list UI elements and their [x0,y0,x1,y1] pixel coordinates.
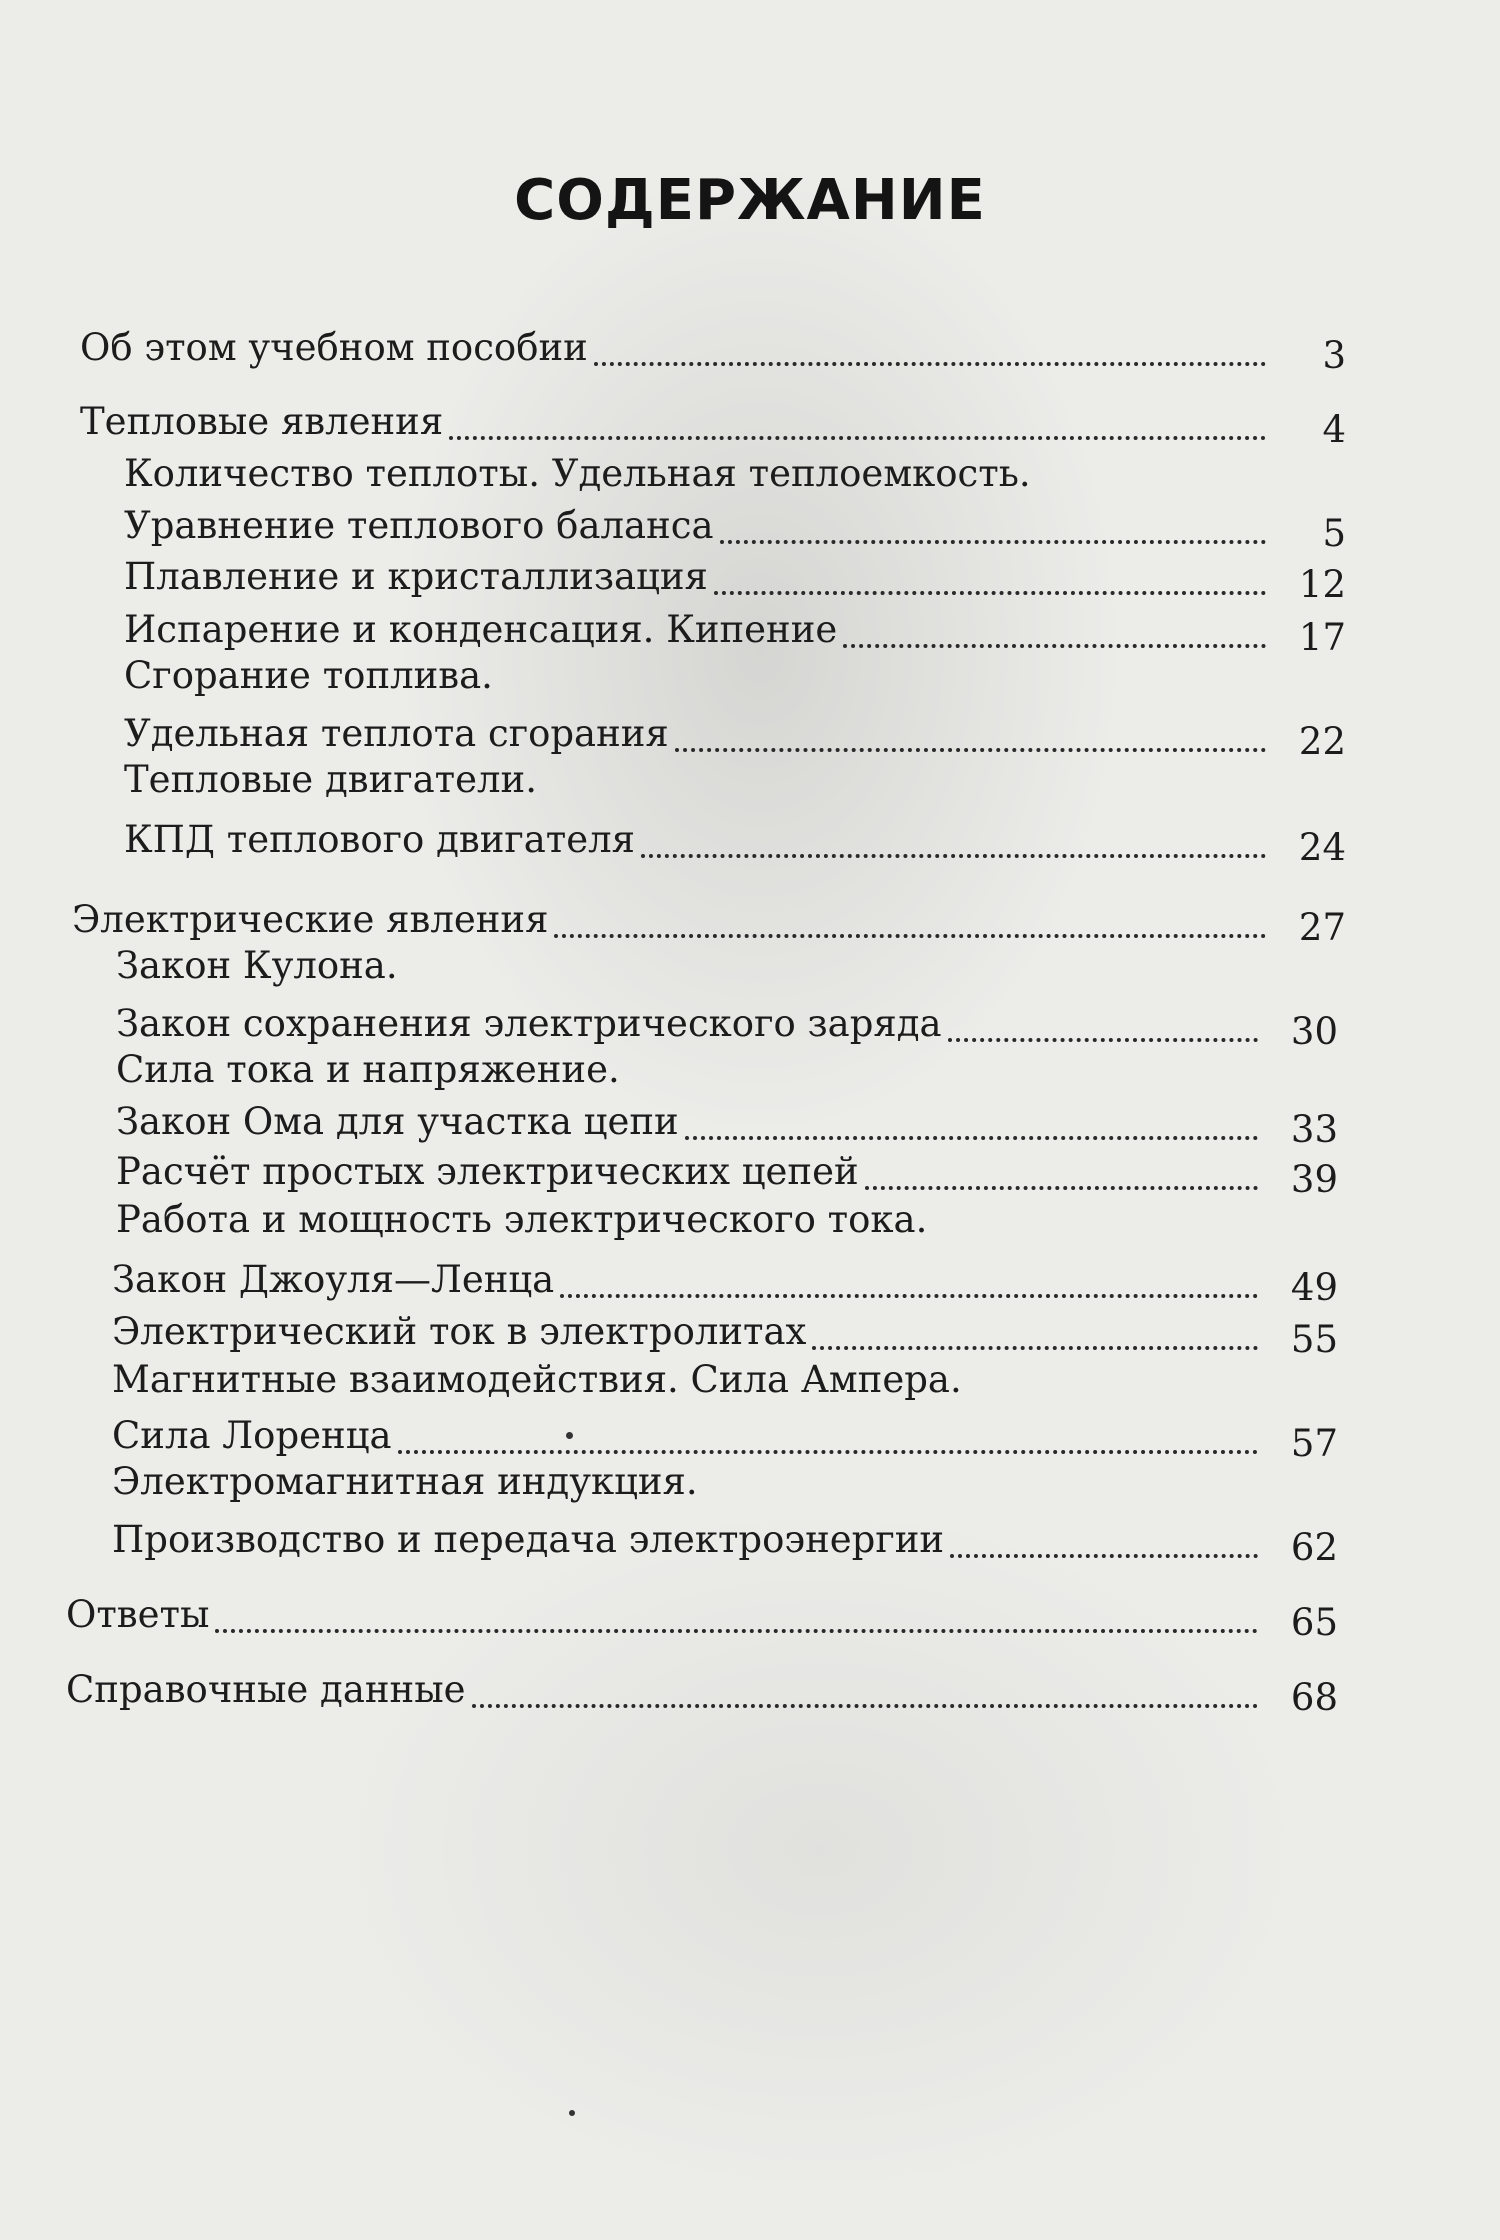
toc-entry-page: 55 [1290,1318,1338,1361]
dot-leader [594,362,1266,366]
toc-entry-text: Количество теплоты. Удельная теплоемкость. [124,452,1031,495]
print-speck [566,1432,573,1439]
toc-entry [116,1098,1338,1152]
toc-entry-page: 24 [1298,826,1346,869]
toc-entry [124,652,1346,706]
dot-leader [843,644,1266,648]
toc-entry-page: 17 [1298,616,1346,659]
toc-entry-text: Сгорание топлива. [124,654,493,697]
toc-entry-text: Расчёт простых электрических цепей [116,1150,859,1193]
toc-entry-text: Испарение и конденсация. Кипение [124,608,838,651]
toc-entry [80,324,1346,378]
toc-entry-page: 22 [1298,720,1346,763]
toc-entry-text: Работа и мощность электрического тока. [116,1198,928,1241]
toc-entry-text: Закон Джоуля—Ленца [112,1258,555,1301]
dot-leader [675,748,1266,752]
toc-entry-page: 57 [1290,1422,1338,1465]
toc-entry-text: Уравнение теплового баланса [124,504,714,547]
dot-leader [950,1554,1258,1558]
toc-entry [112,1256,1338,1310]
dot-leader [398,1450,1258,1454]
toc-entry-text: Об этом учебном пособии [80,326,588,369]
dot-leader [560,1294,1258,1298]
toc-entry [112,1308,1338,1362]
toc-entry-page: 33 [1290,1108,1338,1151]
toc-entry [124,450,1346,504]
toc-entry-text: Закон сохранения электрического заряда [116,1002,942,1045]
toc-entry [124,756,1346,810]
toc-entry [116,1148,1338,1202]
toc-entry-text: Сила Лоренца [112,1414,392,1457]
toc-entry-page: 27 [1298,906,1346,949]
dot-leader [865,1186,1258,1190]
toc-entry-text: Удельная теплота сгорания [124,712,669,755]
toc-entry [124,816,1346,870]
toc-entry-text: Электромагнитная индукция. [112,1460,698,1503]
toc-entry-text: Электрические явления [72,898,549,941]
toc-entry [116,942,1346,996]
toc-entry [112,1516,1338,1570]
toc-entry [124,502,1346,556]
toc-entry-page: 39 [1290,1158,1338,1201]
dot-leader [641,854,1266,858]
toc-entry [66,1591,1338,1645]
toc-entry-page: 5 [1322,512,1346,555]
dot-leader [812,1346,1258,1350]
toc-entry-text: Закон Ома для участка цепи [116,1100,679,1143]
dot-leader [554,934,1266,938]
toc-entry-text: Тепловые двигатели. [124,758,537,801]
toc-entry-text: Плавление и кристаллизация [124,555,708,598]
dot-leader [215,1629,1258,1633]
dot-leader [472,1704,1258,1708]
toc-entry-text: Справочные данные [66,1668,466,1711]
toc-entry [116,1196,1346,1250]
dot-leader [449,436,1266,440]
toc-entry-text: Электрический ток в электролитах [112,1310,807,1353]
toc-entry-text: Сила тока и напряжение. [116,1048,620,1091]
toc-entry-text: Тепловые явления [80,400,444,443]
toc-entry [80,398,1346,452]
print-speck [569,2110,575,2116]
toc-entry-page: 68 [1290,1676,1338,1719]
toc-entry-text: КПД теплового двигателя [124,818,636,861]
toc-entry-text: Магнитные взаимодействия. Сила Ампера. [112,1358,962,1401]
toc-entry [116,1046,1346,1100]
dot-leader [948,1038,1258,1042]
toc-entry-page: 4 [1322,408,1346,451]
toc-entry-page: 12 [1298,563,1346,606]
dot-leader [714,591,1266,595]
page-title: СОДЕРЖАНИЕ [514,168,986,233]
toc-entry-page: 3 [1322,334,1346,377]
toc-entry-page: 65 [1290,1601,1338,1644]
toc-entry [124,553,1346,607]
toc-entry-text: Закон Кулона. [116,944,398,987]
toc-entry-page: 49 [1290,1266,1338,1309]
toc-entry-text: Ответы [66,1593,210,1636]
toc-entry-page: 30 [1290,1010,1338,1053]
dot-leader [720,540,1266,544]
dot-leader [685,1136,1258,1140]
toc-entry-text: Производство и передача электроэнергии [112,1518,945,1561]
toc-entry [112,1458,1346,1512]
toc-entry-page: 62 [1290,1526,1338,1569]
toc-entry [112,1356,1346,1410]
toc-entry [66,1666,1338,1720]
